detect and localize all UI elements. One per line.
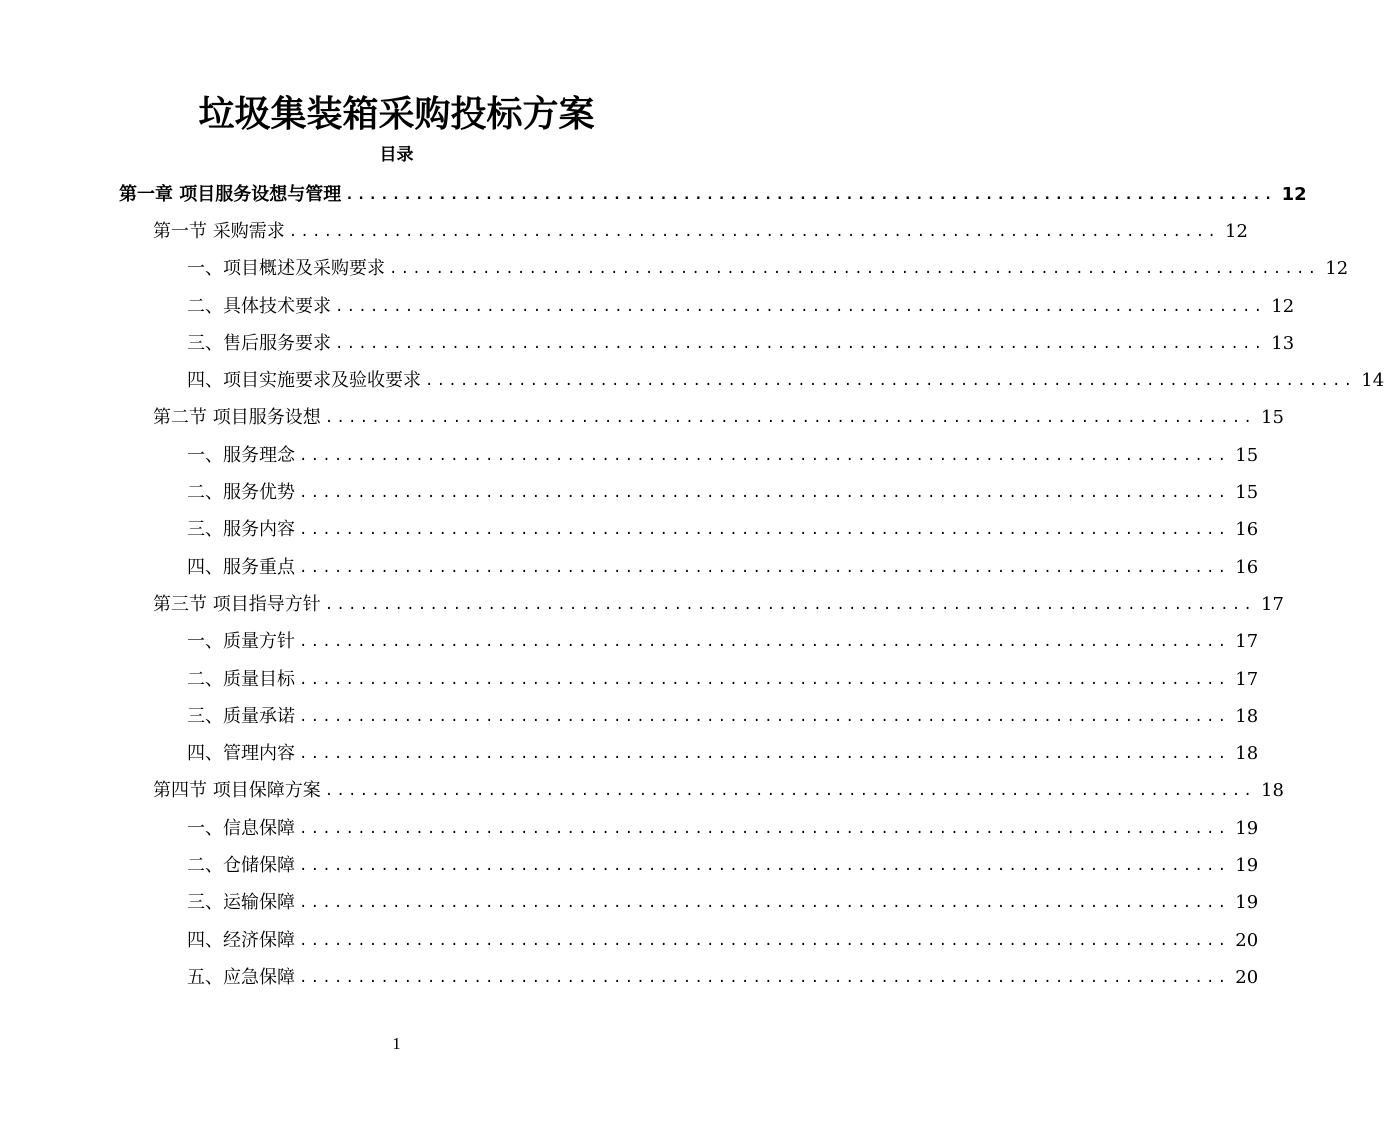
toc-entry-title: 四、管理内容 xyxy=(187,743,295,765)
toc-entry-page: 16 xyxy=(1235,556,1259,578)
toc-entry-page: 18 xyxy=(1235,705,1259,727)
toc-entry-title: 二、仓储保障 xyxy=(187,854,295,876)
toc-entry[interactable] xyxy=(0,698,1259,735)
toc-dot-leader: ................................................................................ xyxy=(324,410,1256,427)
toc-entry-title: 二、具体技术要求 xyxy=(187,295,331,317)
toc-entry[interactable] xyxy=(0,885,1259,922)
toc-entry-title: 第一节 采购需求 xyxy=(153,220,285,242)
toc-entry[interactable] xyxy=(0,474,1259,511)
toc-entry-title: 四、经济保障 xyxy=(187,929,295,951)
toc-entry-page: 17 xyxy=(1235,631,1259,653)
toc-dot-leader: ................................................................................ xyxy=(345,186,1276,203)
toc-entry-page: 19 xyxy=(1235,892,1259,914)
table-of-contents xyxy=(0,176,1384,997)
toc-entry-title: 第二节 项目服务设想 xyxy=(153,407,321,429)
toc-dot-leader: ................................................................................ xyxy=(324,783,1256,800)
toc-entry-title: 二、质量目标 xyxy=(187,668,295,690)
toc-entry[interactable] xyxy=(0,922,1259,959)
toc-dot-leader: ................................................................................ xyxy=(299,485,1230,502)
toc-entry-title: 第一章 项目服务设想与管理 xyxy=(119,183,342,205)
toc-entry[interactable] xyxy=(0,661,1259,698)
toc-entry[interactable] xyxy=(0,512,1259,549)
toc-entry-title: 三、质量承诺 xyxy=(187,705,295,727)
toc-entry[interactable] xyxy=(0,251,1349,288)
toc-entry-title: 一、项目概述及采购要求 xyxy=(187,258,385,280)
toc-dot-leader: ................................................................................ xyxy=(324,596,1256,613)
toc-dot-leader: ................................................................................ xyxy=(299,746,1230,763)
toc-entry[interactable] xyxy=(0,400,1284,437)
toc-entry-page: 19 xyxy=(1235,854,1259,876)
toc-entry-page: 12 xyxy=(1225,220,1248,242)
toc-dot-leader: ................................................................................ xyxy=(299,895,1230,912)
toc-entry-page: 12 xyxy=(1281,183,1307,205)
toc-entry[interactable] xyxy=(0,624,1259,661)
toc-entry-page: 12 xyxy=(1271,295,1295,317)
toc-entry-page: 13 xyxy=(1271,332,1295,354)
toc-entry[interactable] xyxy=(0,586,1284,623)
toc-dot-leader: ................................................................................ xyxy=(299,708,1230,725)
toc-dot-leader: ................................................................................ xyxy=(299,522,1230,539)
toc-dot-leader: ................................................................................ xyxy=(335,298,1266,315)
toc-entry[interactable] xyxy=(0,959,1259,996)
toc-entry-title: 一、服务理念 xyxy=(187,444,295,466)
toc-entry-page: 19 xyxy=(1235,817,1259,839)
toc-entry-title: 一、信息保障 xyxy=(187,817,295,839)
toc-entry-title: 第四节 项目保障方案 xyxy=(153,780,321,802)
toc-entry[interactable] xyxy=(0,213,1248,250)
toc-dot-leader: ................................................................................ xyxy=(389,261,1320,278)
toc-entry-page: 14 xyxy=(1361,370,1384,392)
toc-dot-leader: ................................................................................ xyxy=(299,820,1230,837)
toc-entry[interactable] xyxy=(0,362,1384,399)
toc-dot-leader: ................................................................................ xyxy=(299,447,1230,464)
document-title: 垃圾集装箱采购投标方案 xyxy=(198,93,595,135)
toc-dot-leader: ................................................................................ xyxy=(335,335,1266,352)
toc-dot-leader: ................................................................................ xyxy=(299,634,1230,651)
toc-entry-title: 二、服务优势 xyxy=(187,482,295,504)
toc-entry[interactable] xyxy=(0,549,1259,586)
toc-entry[interactable] xyxy=(0,325,1295,362)
toc-dot-leader: ................................................................................ xyxy=(299,857,1230,874)
toc-dot-leader: ................................................................................ xyxy=(425,373,1356,390)
toc-entry-page: 20 xyxy=(1235,929,1259,951)
toc-entry[interactable] xyxy=(0,288,1295,325)
toc-entry[interactable] xyxy=(0,773,1284,810)
toc-entry-page: 15 xyxy=(1235,444,1259,466)
toc-entry-title: 四、项目实施要求及验收要求 xyxy=(187,370,421,392)
toc-dot-leader: ................................................................................ xyxy=(299,932,1230,949)
toc-entry-page: 17 xyxy=(1235,668,1259,690)
toc-entry[interactable] xyxy=(0,176,1307,213)
toc-entry-page: 20 xyxy=(1235,966,1259,988)
toc-entry[interactable] xyxy=(0,810,1259,847)
toc-entry-title: 第三节 项目指导方针 xyxy=(153,593,321,615)
toc-entry-page: 17 xyxy=(1261,593,1284,615)
toc-entry-title: 三、售后服务要求 xyxy=(187,332,331,354)
toc-entry-title: 三、运输保障 xyxy=(187,892,295,914)
toc-dot-leader: ................................................................................ xyxy=(288,223,1220,240)
toc-entry-title: 三、服务内容 xyxy=(187,519,295,541)
toc-entry-page: 12 xyxy=(1325,258,1349,280)
toc-entry[interactable] xyxy=(0,735,1259,772)
toc-entry-page: 18 xyxy=(1261,780,1284,802)
toc-entry[interactable] xyxy=(0,437,1259,474)
page-number: 1 xyxy=(392,1034,401,1053)
toc-dot-leader: ................................................................................ xyxy=(299,969,1230,986)
toc-dot-leader: ................................................................................ xyxy=(299,671,1230,688)
toc-entry-page: 16 xyxy=(1235,519,1259,541)
toc-entry-title: 一、质量方针 xyxy=(187,631,295,653)
toc-entry[interactable] xyxy=(0,847,1259,884)
toc-entry-page: 15 xyxy=(1235,482,1259,504)
toc-entry-title: 四、服务重点 xyxy=(187,556,295,578)
toc-heading: 目录 xyxy=(379,145,414,165)
toc-entry-page: 18 xyxy=(1235,743,1259,765)
toc-entry-page: 15 xyxy=(1261,407,1284,429)
toc-dot-leader: ................................................................................ xyxy=(299,559,1230,576)
toc-entry-title: 五、应急保障 xyxy=(187,966,295,988)
